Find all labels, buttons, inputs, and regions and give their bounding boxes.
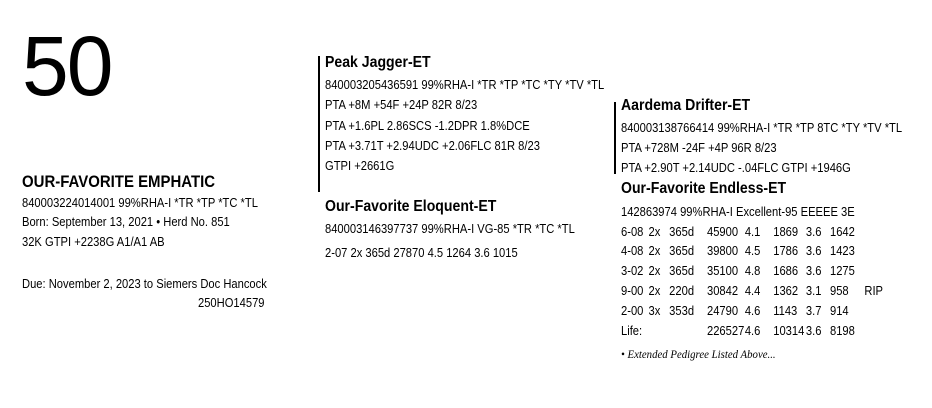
animal-name: OUR-FAVORITE EMPHATIC	[22, 172, 216, 191]
sire-line-3: PTA +1.6PL 2.86SCS -1.2DPR 1.8%DCE	[325, 118, 530, 133]
mgs-line-2: PTA +728M -24F +4P 96R 8/23	[621, 140, 777, 155]
animal-born: Born: September 13, 2021 • Herd No. 851	[22, 214, 230, 229]
animal-id: 840003224014001 99%RHA-I *TR *TP *TC *TL	[22, 195, 258, 210]
mgs-bracket	[614, 102, 616, 174]
mgd-life-row: Life: 2265274.6 10314 3.6 8198	[621, 323, 855, 338]
dam-line-1: 840003146397737 99%RHA-I VG-85 *TR *TC *TL	[325, 221, 575, 236]
mgd-record-row: 4-08 2x 365d 39800 4.5 1786 3.6 1423	[621, 243, 855, 258]
sire-line-1: 840003205436591 99%RHA-I *TR *TP *TC *TY *TV *TL	[325, 77, 605, 92]
sire-line-2: PTA +8M +54F +24P 82R 8/23	[325, 97, 478, 112]
lot-number: 50	[22, 19, 112, 113]
animal-genomics: 32K GTPI +2238G A1/A1 AB	[22, 234, 165, 249]
sire-name: Peak Jagger-ET	[325, 54, 431, 71]
mgs-name: Aardema Drifter-ET	[621, 97, 751, 114]
service-id: 250HO14579	[198, 295, 265, 310]
mgd-id: 142863974 99%RHA-I Excellent-95 EEEEE 3E	[621, 204, 855, 219]
animal-due: Due: November 2, 2023 to Siemers Doc Hancock	[22, 276, 267, 291]
dam-name: Our-Favorite Eloquent-ET	[325, 198, 497, 215]
dam-record: 2-07 2x 365d 27870 4.5 1264 3.6 1015	[325, 245, 518, 260]
extended-pedigree-note: • Extended Pedigree Listed Above...	[621, 347, 776, 361]
mgd-record-row: 3-02 2x 365d 35100 4.8 1686 3.6 1275	[621, 263, 855, 278]
mgd-record-row: 6-08 2x 365d 45900 4.1 1869 3.6 1642	[621, 224, 855, 239]
sire-bracket	[318, 56, 320, 192]
sire-line-5: GTPI +2661G	[325, 158, 395, 173]
mgd-name: Our-Favorite Endless-ET	[621, 180, 787, 197]
mgd-record-row: 9-00 2x 220d 30842 4.4 1362 3.1 958 RIP	[621, 283, 884, 298]
sire-line-4: PTA +3.71T +2.94UDC +2.06FLC 81R 8/23	[325, 138, 540, 153]
mgd-record-row: 2-00 3x 353d 24790 4.6 1143 3.7 914	[621, 303, 849, 318]
mgs-line-3: PTA +2.90T +2.14UDC -.04FLC GTPI +1946G	[621, 160, 851, 175]
mgs-line-1: 840003138766414 99%RHA-I *TR *TP 8TC *TY *TV *TL	[621, 120, 903, 135]
